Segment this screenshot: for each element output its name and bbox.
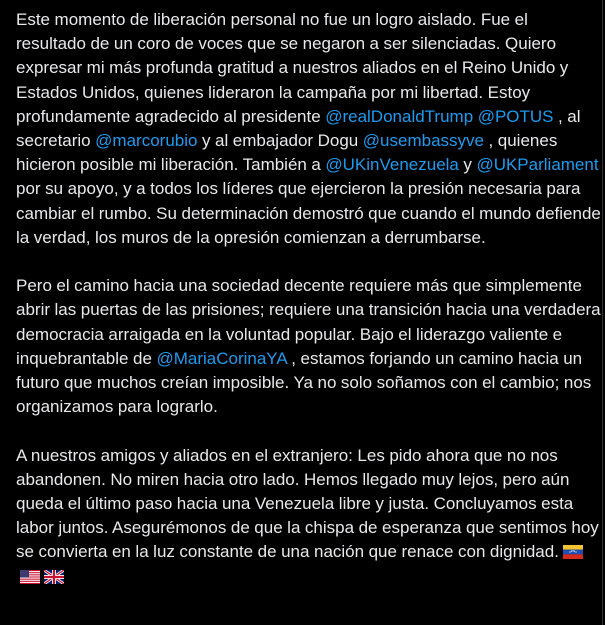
text-segment: , estamos forjando un camino hacia un futuro que muchos creían imposible. Ya no solo soñamos con el cambio; nos organizamos para lograrlo. (16, 348, 592, 417)
usa-flag-icon (20, 570, 40, 584)
tweet-paragraph-3 (16, 444, 602, 589)
tweet-paragraph-1 (16, 8, 602, 250)
mention-mariacorinaya[interactable]: @MariaCorinaYA (156, 348, 287, 368)
venezuela-flag-icon (563, 545, 583, 559)
mention-realdonaldtrump[interactable]: @realDonaldTrump (325, 106, 474, 126)
text-segment: A nuestros amigos y aliados en el extranjero: Les pido ahora que no nos abandonen. No miren hacia otro lado. Hemos llegado muy lejos, pero aún queda el último paso hacia una Venezuela libre y justa. Concluyamos esta labor juntos. Asegurémonos de que la chispa de esperanza que sentimos hoy se convierta en la luz constante de una nación que renace con dignidad. (16, 445, 599, 562)
text-segment: Este momento de liberación personal no fue un logro aislado. Fue el resultado de un coro de voces que se negaron a ser silenciadas. Quiero expresar mi más profunda gratitud a nuestros aliados en el Reino Unido y Estados Unidos, quienes lideraron la campaña por mi libertad. Estoy profundamente agradecido al presidente (16, 10, 569, 126)
text-segment: , quienes hicieron posible mi liberación. También a (16, 131, 558, 175)
mention-potus[interactable]: @POTUS (477, 106, 554, 126)
tweet-paragraph-2 (16, 274, 602, 419)
text-segment: y al embajador Dogu (197, 131, 363, 151)
mention-ukparliament[interactable]: @UKParliament (476, 155, 599, 175)
text-segment: y (458, 155, 477, 175)
text-segment: Pero el camino hacia una sociedad decente requiere más que simplemente abrir las puertas de las prisiones; requiere una transición hacia una verdadera democracia arraigada en la voluntad popular. Bajo el liderazgo valiente e inquebrantable de (16, 276, 601, 368)
mention-ukinvenezuela[interactable]: @UKinVenezuela (325, 155, 459, 175)
mention-marcorubio[interactable]: @marcorubio (95, 131, 198, 151)
uk-flag-icon (44, 570, 64, 584)
text-segment: por su apoyo, y a todos los líderes que ejercieron la presión necesaria para cambiar el rumbo. Su determinación demostró que cuando el mundo defiende la verdad, los muros de la opresión comienzan a derrumbarse. (16, 179, 601, 247)
text-segment: , al secretario (16, 106, 581, 151)
mention-usembassyve[interactable]: @usembassyve (362, 131, 484, 151)
